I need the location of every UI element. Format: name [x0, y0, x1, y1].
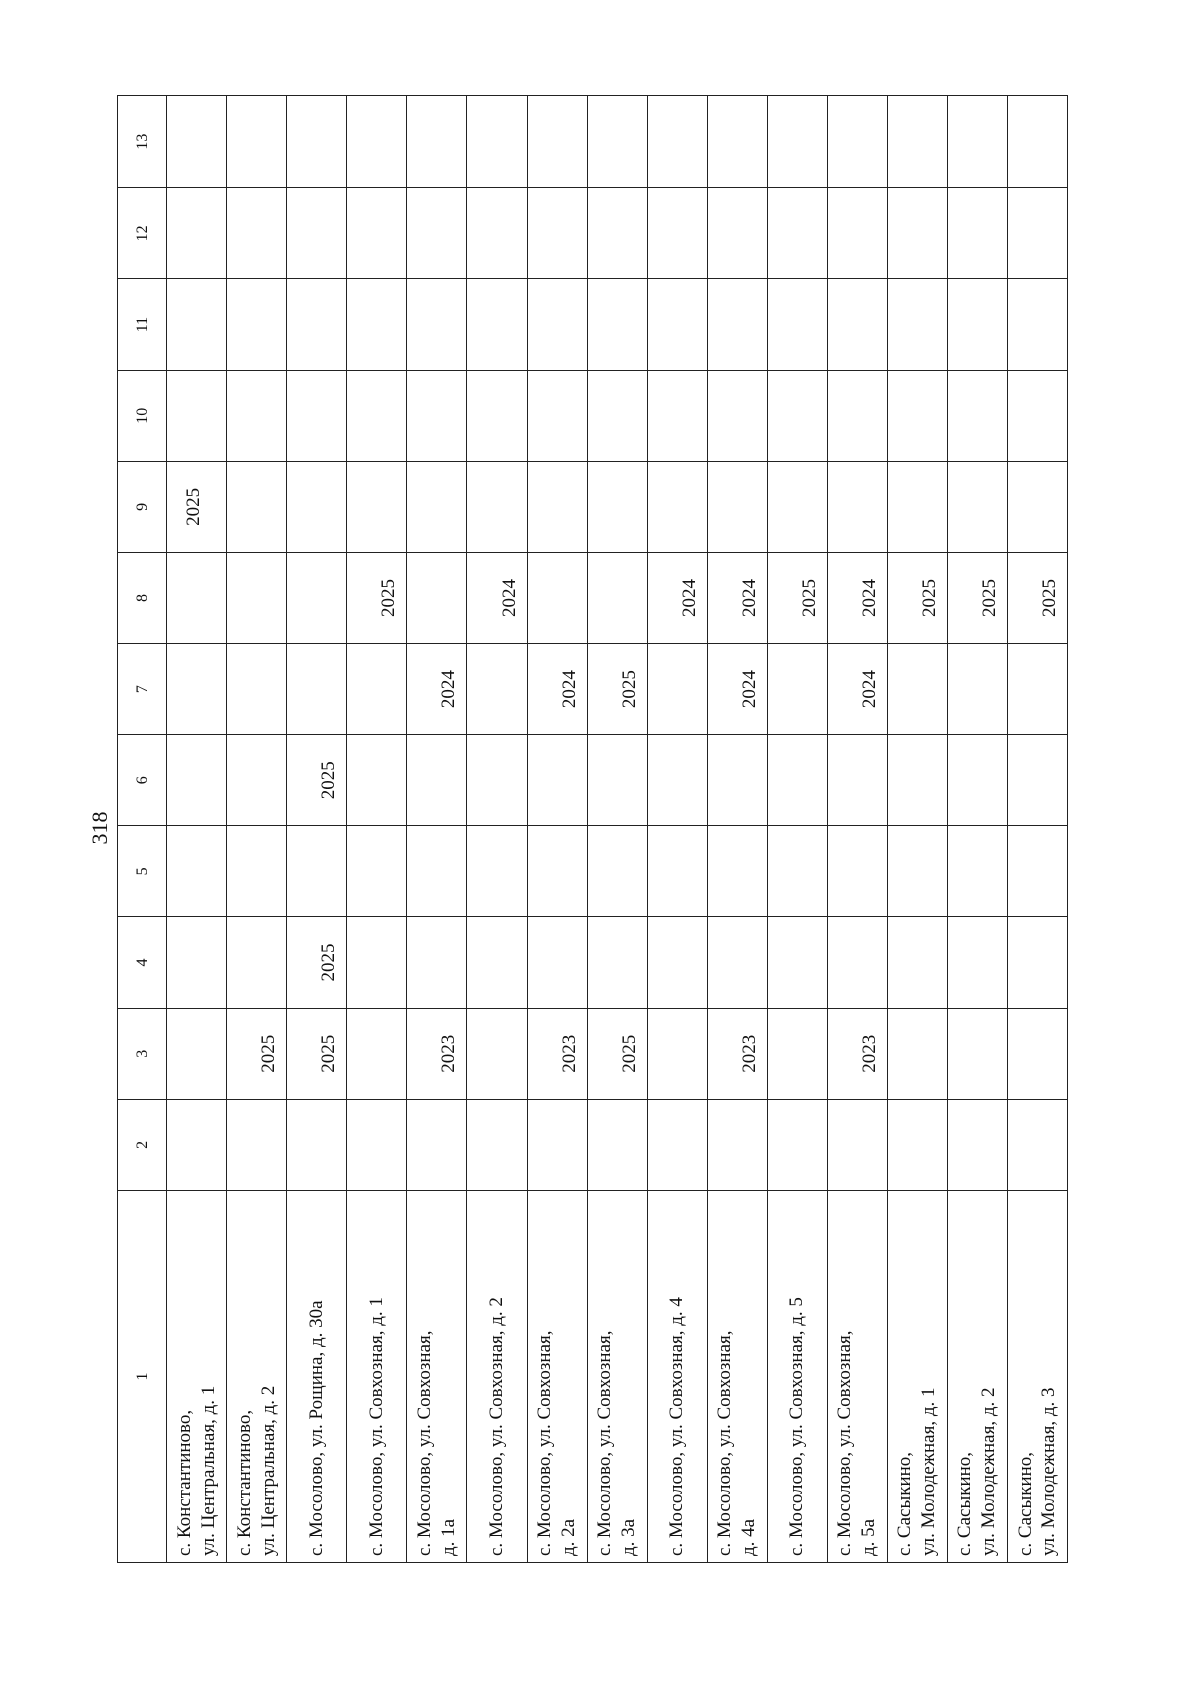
- page-number: 318: [87, 811, 112, 845]
- year-cell-c10: [347, 370, 407, 461]
- year-cell-c11: [287, 279, 347, 370]
- year-cell-c11: [347, 279, 407, 370]
- year-cell-c10: [1007, 370, 1067, 461]
- year-cell-c2: [587, 1099, 647, 1190]
- year-value: 2024: [738, 670, 760, 709]
- year-cell-c7: [827, 644, 887, 735]
- year-value: 2025: [183, 487, 205, 526]
- year-value: 2025: [318, 943, 340, 982]
- year-cell-c3: [167, 1008, 227, 1099]
- year-value: 2024: [498, 578, 520, 617]
- year-cell-c4: [1007, 917, 1067, 1008]
- year-cell-c10: [947, 370, 1007, 461]
- year-cell-c13: [527, 96, 587, 188]
- year-cell-c4: [227, 917, 287, 1008]
- year-cell-c13: [887, 96, 947, 188]
- year-cell-c8: [647, 552, 707, 643]
- year-cell-c8: [587, 552, 647, 643]
- year-cell-c6: [227, 735, 287, 826]
- year-cell-c7: [587, 644, 647, 735]
- year-cell-c9: [347, 461, 407, 552]
- table-row: [167, 96, 227, 1563]
- year-cell-c6: [407, 735, 467, 826]
- year-cell-c9: [227, 461, 287, 552]
- year-cell-c12: [347, 188, 407, 279]
- year-cell-c9: [587, 461, 647, 552]
- year-cell-c5: [347, 826, 407, 917]
- header-row: [118, 96, 167, 1563]
- year-cell-c5: [587, 826, 647, 917]
- year-cell-c4: [587, 917, 647, 1008]
- column-header-5: 5: [118, 826, 167, 917]
- year-cell-c2: [647, 1099, 707, 1190]
- column-header-11: 11: [118, 279, 167, 370]
- year-cell-c2: [167, 1099, 227, 1190]
- year-cell-c6: [287, 735, 347, 826]
- year-cell-c13: [767, 96, 827, 188]
- column-header-1: 1: [118, 1190, 167, 1562]
- year-cell-c10: [167, 370, 227, 461]
- address-cell: с. Мосолово, ул. Совхозная, д. 4а: [707, 1190, 767, 1562]
- year-cell-c6: [1007, 735, 1067, 826]
- year-cell-c10: [587, 370, 647, 461]
- year-cell-c3: [647, 1008, 707, 1099]
- year-cell-c10: [467, 370, 527, 461]
- year-cell-c7: [887, 644, 947, 735]
- year-cell-c8: [887, 552, 947, 643]
- year-cell-c5: [827, 826, 887, 917]
- year-cell-c2: [227, 1099, 287, 1190]
- year-cell-c10: [767, 370, 827, 461]
- address-cell: с. Константиново, ул. Центральная, д. 2: [227, 1190, 287, 1562]
- year-cell-c5: [1007, 826, 1067, 917]
- year-cell-c3: [827, 1008, 887, 1099]
- year-cell-c3: [227, 1008, 287, 1099]
- year-cell-c7: [527, 644, 587, 735]
- year-cell-c11: [587, 279, 647, 370]
- table-row: [467, 96, 527, 1563]
- year-cell-c3: [767, 1008, 827, 1099]
- address-cell: с. Мосолово, ул. Совхозная, д. 3а: [587, 1190, 647, 1562]
- year-cell-c5: [647, 826, 707, 917]
- year-cell-c12: [287, 188, 347, 279]
- year-value: 2025: [618, 1034, 640, 1073]
- year-cell-c6: [647, 735, 707, 826]
- address-cell: с. Мосолово, ул. Совхозная, д. 1: [347, 1190, 407, 1562]
- year-cell-c12: [1007, 188, 1067, 279]
- year-cell-c11: [407, 279, 467, 370]
- year-cell-c13: [587, 96, 647, 188]
- year-cell-c11: [227, 279, 287, 370]
- year-cell-c9: [707, 461, 767, 552]
- year-cell-c2: [1007, 1099, 1067, 1190]
- year-cell-c3: [587, 1008, 647, 1099]
- table-row: [287, 96, 347, 1563]
- year-cell-c4: [467, 917, 527, 1008]
- year-cell-c13: [407, 96, 467, 188]
- year-cell-c9: [407, 461, 467, 552]
- year-cell-c13: [287, 96, 347, 188]
- year-cell-c13: [167, 96, 227, 188]
- year-cell-c8: [707, 552, 767, 643]
- year-value: 2024: [558, 670, 580, 709]
- address-cell: с. Мосолово, ул. Рощина, д. 30а: [287, 1190, 347, 1562]
- year-cell-c9: [887, 461, 947, 552]
- year-cell-c5: [767, 826, 827, 917]
- year-cell-c9: [767, 461, 827, 552]
- year-cell-c2: [767, 1099, 827, 1190]
- year-cell-c12: [587, 188, 647, 279]
- year-cell-c9: [467, 461, 527, 552]
- year-cell-c12: [527, 188, 587, 279]
- year-value: 2023: [858, 1034, 880, 1073]
- year-cell-c4: [167, 917, 227, 1008]
- year-cell-c7: [647, 644, 707, 735]
- year-cell-c8: [287, 552, 347, 643]
- year-value: 2023: [438, 1034, 460, 1073]
- year-cell-c2: [707, 1099, 767, 1190]
- year-cell-c4: [707, 917, 767, 1008]
- year-cell-c4: [947, 917, 1007, 1008]
- column-header-2: 2: [118, 1099, 167, 1190]
- year-cell-c5: [167, 826, 227, 917]
- column-header-9: 9: [118, 461, 167, 552]
- year-cell-c9: [167, 461, 227, 552]
- year-cell-c2: [407, 1099, 467, 1190]
- year-cell-c7: [407, 644, 467, 735]
- year-cell-c10: [527, 370, 587, 461]
- year-cell-c4: [887, 917, 947, 1008]
- year-cell-c13: [647, 96, 707, 188]
- table-row: [827, 96, 887, 1563]
- year-cell-c8: [407, 552, 467, 643]
- column-header-10: 10: [118, 370, 167, 461]
- year-value: 2023: [558, 1034, 580, 1073]
- year-cell-c8: [467, 552, 527, 643]
- year-cell-c3: [947, 1008, 1007, 1099]
- year-cell-c8: [1007, 552, 1067, 643]
- year-cell-c2: [287, 1099, 347, 1190]
- year-cell-c3: [887, 1008, 947, 1099]
- year-cell-c12: [167, 188, 227, 279]
- year-cell-c7: [767, 644, 827, 735]
- year-cell-c12: [467, 188, 527, 279]
- table-row: [407, 96, 467, 1563]
- year-cell-c9: [827, 461, 887, 552]
- year-cell-c8: [347, 552, 407, 643]
- year-cell-c8: [227, 552, 287, 643]
- year-cell-c11: [827, 279, 887, 370]
- year-value: 2023: [738, 1034, 760, 1073]
- year-cell-c6: [467, 735, 527, 826]
- year-cell-c10: [887, 370, 947, 461]
- year-cell-c6: [527, 735, 587, 826]
- year-cell-c2: [887, 1099, 947, 1190]
- year-cell-c10: [227, 370, 287, 461]
- year-cell-c4: [347, 917, 407, 1008]
- year-cell-c10: [647, 370, 707, 461]
- column-header-6: 6: [118, 735, 167, 826]
- year-cell-c11: [527, 279, 587, 370]
- year-cell-c10: [827, 370, 887, 461]
- year-cell-c9: [527, 461, 587, 552]
- year-cell-c11: [167, 279, 227, 370]
- year-cell-c6: [167, 735, 227, 826]
- year-cell-c3: [527, 1008, 587, 1099]
- year-cell-c2: [827, 1099, 887, 1190]
- column-header-13: 13: [118, 96, 167, 188]
- address-cell: с. Мосолово, ул. Совхозная, д. 4: [647, 1190, 707, 1562]
- year-cell-c8: [527, 552, 587, 643]
- year-cell-c2: [467, 1099, 527, 1190]
- year-cell-c13: [947, 96, 1007, 188]
- year-cell-c8: [947, 552, 1007, 643]
- year-cell-c13: [827, 96, 887, 188]
- year-value: 2025: [258, 1034, 280, 1073]
- year-cell-c5: [887, 826, 947, 917]
- year-cell-c6: [827, 735, 887, 826]
- year-cell-c6: [347, 735, 407, 826]
- year-value: 2025: [618, 670, 640, 709]
- year-cell-c7: [227, 644, 287, 735]
- year-cell-c3: [347, 1008, 407, 1099]
- year-cell-c6: [767, 735, 827, 826]
- year-cell-c7: [947, 644, 1007, 735]
- year-value: 2024: [858, 670, 880, 709]
- year-value: 2025: [798, 578, 820, 617]
- year-cell-c6: [887, 735, 947, 826]
- year-cell-c2: [527, 1099, 587, 1190]
- year-cell-c13: [227, 96, 287, 188]
- table-row: [767, 96, 827, 1563]
- address-cell: с. Сасыкино, ул. Молодежная, д. 1: [887, 1190, 947, 1562]
- column-header-3: 3: [118, 1008, 167, 1099]
- year-cell-c11: [767, 279, 827, 370]
- year-cell-c12: [227, 188, 287, 279]
- year-cell-c7: [467, 644, 527, 735]
- year-cell-c5: [407, 826, 467, 917]
- year-value: 2024: [738, 578, 760, 617]
- year-cell-c3: [467, 1008, 527, 1099]
- address-cell: с. Мосолово, ул. Совхозная, д. 5а: [827, 1190, 887, 1562]
- year-cell-c7: [287, 644, 347, 735]
- year-cell-c4: [287, 917, 347, 1008]
- year-cell-c3: [707, 1008, 767, 1099]
- table-row: [707, 96, 767, 1563]
- year-value: 2025: [318, 761, 340, 800]
- table-row: [347, 96, 407, 1563]
- year-cell-c8: [167, 552, 227, 643]
- year-cell-c2: [947, 1099, 1007, 1190]
- address-cell: с. Сасыкино, ул. Молодежная, д. 3: [1007, 1190, 1067, 1562]
- year-cell-c10: [287, 370, 347, 461]
- year-cell-c5: [467, 826, 527, 917]
- year-cell-c7: [347, 644, 407, 735]
- year-cell-c3: [287, 1008, 347, 1099]
- table-row: [527, 96, 587, 1563]
- year-cell-c11: [947, 279, 1007, 370]
- year-cell-c11: [467, 279, 527, 370]
- year-cell-c9: [647, 461, 707, 552]
- table-row: [887, 96, 947, 1563]
- address-cell: с. Константиново, ул. Центральная, д. 1: [167, 1190, 227, 1562]
- year-cell-c7: [707, 644, 767, 735]
- year-cell-c5: [947, 826, 1007, 917]
- year-value: 2024: [858, 578, 880, 617]
- year-cell-c11: [647, 279, 707, 370]
- table-row: [947, 96, 1007, 1563]
- year-cell-c5: [707, 826, 767, 917]
- column-header-7: 7: [118, 644, 167, 735]
- year-cell-c3: [407, 1008, 467, 1099]
- year-value: 2025: [378, 578, 400, 617]
- address-cell: с. Мосолово, ул. Совхозная, д. 1а: [407, 1190, 467, 1562]
- year-cell-c12: [827, 188, 887, 279]
- year-cell-c6: [707, 735, 767, 826]
- column-header-8: 8: [118, 552, 167, 643]
- year-cell-c12: [407, 188, 467, 279]
- year-cell-c2: [347, 1099, 407, 1190]
- year-cell-c13: [467, 96, 527, 188]
- year-cell-c7: [167, 644, 227, 735]
- year-value: 2024: [678, 578, 700, 617]
- year-cell-c11: [887, 279, 947, 370]
- year-cell-c10: [707, 370, 767, 461]
- year-cell-c9: [947, 461, 1007, 552]
- table-row: [647, 96, 707, 1563]
- year-value: 2025: [978, 578, 1000, 617]
- year-cell-c5: [227, 826, 287, 917]
- address-cell: с. Сасыкино, ул. Молодежная, д. 2: [947, 1190, 1007, 1562]
- year-cell-c13: [347, 96, 407, 188]
- year-cell-c6: [947, 735, 1007, 826]
- year-cell-c11: [1007, 279, 1067, 370]
- year-cell-c12: [767, 188, 827, 279]
- year-cell-c6: [587, 735, 647, 826]
- year-cell-c4: [407, 917, 467, 1008]
- year-cell-c9: [1007, 461, 1067, 552]
- year-cell-c8: [827, 552, 887, 643]
- schedule-table: [117, 95, 1068, 1563]
- column-header-12: 12: [118, 188, 167, 279]
- year-cell-c12: [947, 188, 1007, 279]
- year-cell-c10: [407, 370, 467, 461]
- year-value: 2025: [318, 1034, 340, 1073]
- table-row: [1007, 96, 1067, 1563]
- rotated-table-container: [117, 95, 1068, 1563]
- year-cell-c12: [707, 188, 767, 279]
- column-header-4: 4: [118, 917, 167, 1008]
- year-cell-c11: [707, 279, 767, 370]
- year-cell-c5: [527, 826, 587, 917]
- year-cell-c4: [647, 917, 707, 1008]
- year-cell-c3: [1007, 1008, 1067, 1099]
- year-cell-c12: [887, 188, 947, 279]
- year-cell-c9: [287, 461, 347, 552]
- year-cell-c13: [1007, 96, 1067, 188]
- address-cell: с. Мосолово, ул. Совхозная, д. 5: [767, 1190, 827, 1562]
- year-cell-c7: [1007, 644, 1067, 735]
- year-cell-c4: [527, 917, 587, 1008]
- year-cell-c4: [827, 917, 887, 1008]
- year-cell-c5: [287, 826, 347, 917]
- address-cell: с. Мосолово, ул. Совхозная, д. 2: [467, 1190, 527, 1562]
- year-value: 2025: [1039, 578, 1060, 617]
- year-cell-c8: [767, 552, 827, 643]
- year-cell-c4: [767, 917, 827, 1008]
- address-cell: с. Мосолово, ул. Совхозная, д. 2а: [527, 1190, 587, 1562]
- year-cell-c13: [707, 96, 767, 188]
- table-row: [227, 96, 287, 1563]
- year-cell-c12: [647, 188, 707, 279]
- year-value: 2025: [918, 578, 940, 617]
- year-value: 2024: [438, 670, 460, 709]
- table-row: [587, 96, 647, 1563]
